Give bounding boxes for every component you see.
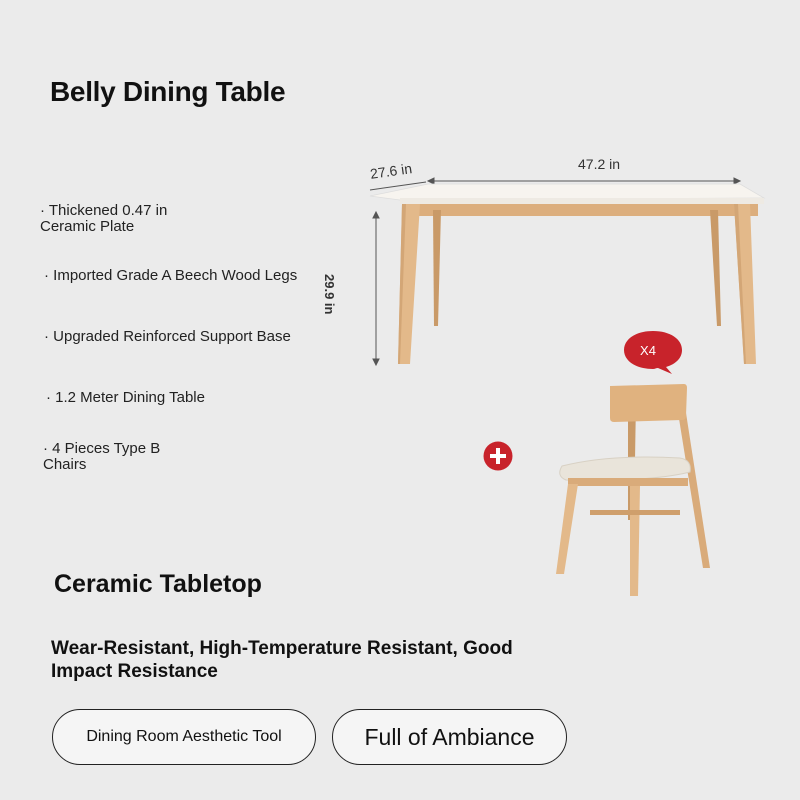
feature-text: · 1.2 Meter Dining Table bbox=[46, 389, 205, 406]
feature-item-support-base bbox=[44, 329, 291, 345]
product-title: Belly Dining Table bbox=[50, 76, 286, 107]
feature-text: · 4 Pieces Type B bbox=[43, 440, 161, 457]
feature-item-beech-legs bbox=[44, 268, 297, 284]
tag-pill-ambiance bbox=[332, 709, 567, 765]
section-description: Wear-Resistant, High-Temperature Resistant, Good Impact Resistance bbox=[51, 638, 513, 682]
quantity-badge-text: X4 bbox=[640, 343, 656, 358]
section-title: Ceramic Tabletop bbox=[54, 570, 262, 598]
feature-text: Chairs bbox=[43, 456, 87, 473]
depth-label: 27.6 in bbox=[369, 160, 413, 182]
width-label: 47.2 in bbox=[578, 156, 621, 172]
tag-pill-label: Dining Room Aesthetic Tool bbox=[86, 728, 282, 745]
feature-item-ceramic-plate bbox=[40, 203, 167, 235]
height-label: 29.9 in bbox=[322, 274, 337, 315]
tag-pill-aesthetic bbox=[52, 709, 316, 765]
feature-item-table-size bbox=[46, 390, 205, 406]
feature-item-chairs bbox=[43, 441, 160, 473]
dining-table-image bbox=[340, 150, 780, 380]
tag-pill-label: Full of Ambiance bbox=[364, 723, 535, 750]
dining-chair-image bbox=[550, 380, 720, 600]
feature-text: · Upgraded Reinforced Support Base bbox=[44, 328, 291, 345]
feature-text: Ceramic Plate bbox=[40, 218, 135, 235]
feature-text: · Thickened 0.47 in bbox=[40, 202, 168, 219]
feature-text: · Imported Grade A Beech Wood Legs bbox=[44, 267, 298, 284]
plus-icon bbox=[483, 441, 513, 471]
